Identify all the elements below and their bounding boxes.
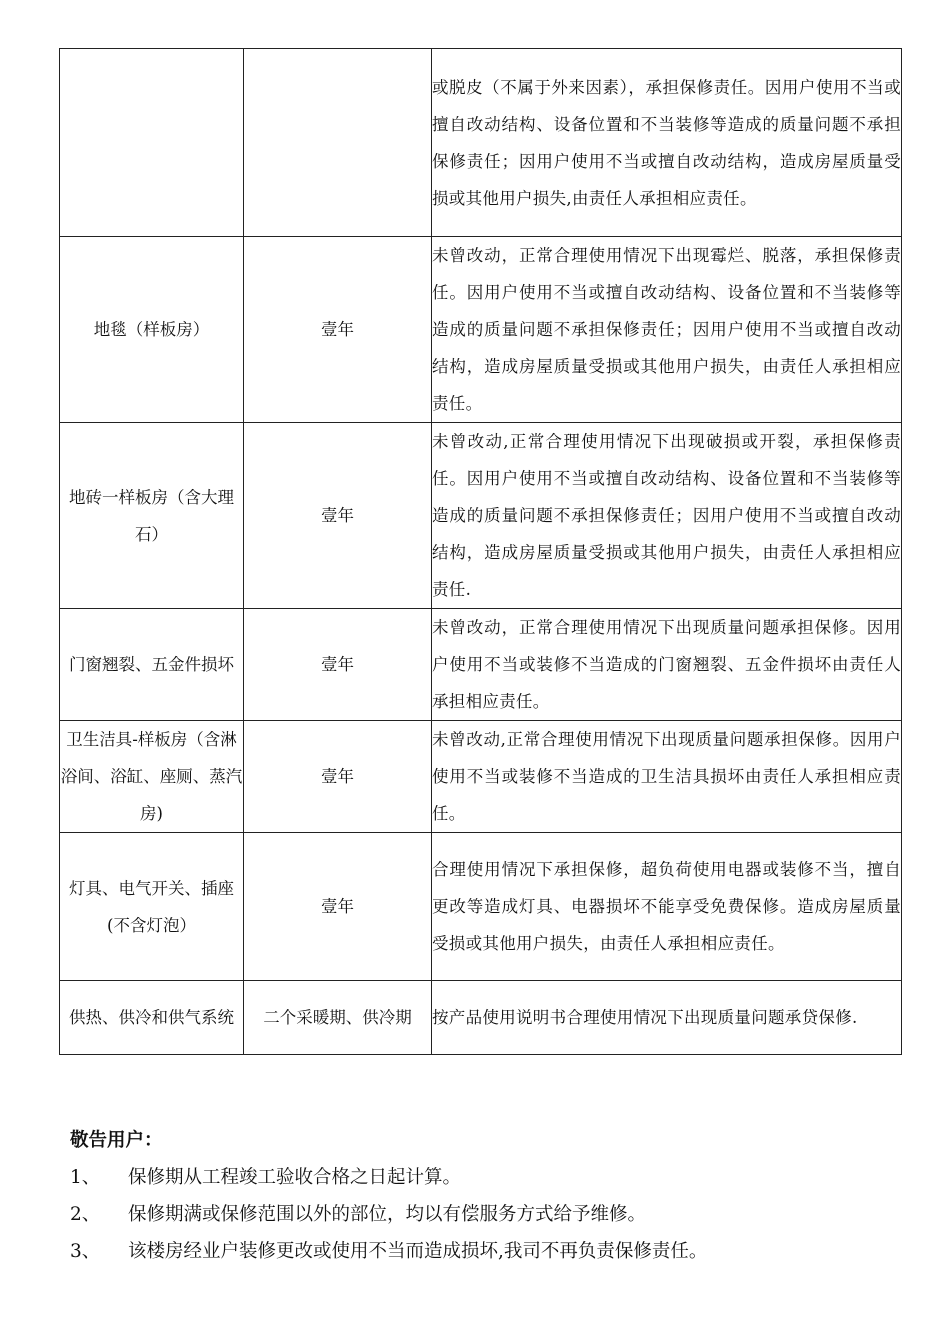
notice-number: 2、 <box>70 1204 101 1225</box>
item-cell: 门窗翘裂、五金件损坏 <box>60 609 244 721</box>
notice-text: 保修期从工程竣工验收合格之日起计算。 <box>128 1167 462 1188</box>
item-cell: 灯具、电气开关、插座(不含灯泡） <box>60 833 244 981</box>
item-cell: 地砖一样板房（含大理石） <box>60 423 244 609</box>
notice-text: 保修期满或保修范围以外的部位，均以有偿服务方式给予维修。 <box>128 1204 647 1225</box>
period-cell: 壹年 <box>244 423 432 609</box>
period-cell: 二个采暖期、供冷期 <box>244 981 432 1055</box>
description-cell: 合理使用情况下承担保修，超负荷使用电器或装修不当，擅自更改等造成灯具、电器损坏不能享受免费保修。造成房屋质量受损或其他用户损失，由责任人承担相应责任。 <box>432 833 902 981</box>
table-row <box>60 49 902 237</box>
notice-title: 敬告用户： <box>70 1130 163 1151</box>
table-row <box>60 833 902 981</box>
warranty-table <box>59 48 902 1055</box>
notice-number: 3、 <box>70 1241 101 1262</box>
item-cell: 地毯（样板房） <box>60 237 244 423</box>
notice-section <box>70 1122 900 1270</box>
period-cell: 壹年 <box>244 833 432 981</box>
table-row <box>60 609 902 721</box>
notice-item <box>70 1196 900 1233</box>
description-cell: 按产品使用说明书合理使用情况下出现质量问题承贷保修. <box>432 981 902 1055</box>
description-cell: 未曾改动，正常合理使用情况下出现质量问题承担保修。因用户使用不当或装修不当造成的门窗翘裂、五金件损坏由责任人承担相应责任。 <box>432 609 902 721</box>
period-cell: 壹年 <box>244 721 432 833</box>
period-cell: 壹年 <box>244 237 432 423</box>
description-cell: 未曾改动,正常合理使用情况下出现质量问题承担保修。因用户使用不当或装修不当造成的卫生洁具损坏由责任人承担相应责任。 <box>432 721 902 833</box>
period-cell <box>244 49 432 237</box>
notice-item <box>70 1159 900 1196</box>
description-cell: 未曾改动，正常合理使用情况下出现霉烂、脱落，承担保修责任。因用户使用不当或擅自改动结构、设备位置和不当装修等造成的质量问题不承担保修责任；因用户使用不当或擅自改动结构，造成房屋质量受损或其他用户损失，由责任人承担相应责任。 <box>432 237 902 423</box>
item-cell <box>60 49 244 237</box>
table-row <box>60 237 902 423</box>
item-cell: 卫生洁具-样板房（含淋浴间、浴缸、座厕、蒸汽房) <box>60 721 244 833</box>
notice-item <box>70 1233 900 1270</box>
table-row <box>60 981 902 1055</box>
notice-number: 1、 <box>70 1167 101 1188</box>
description-cell: 或脱皮（不属于外来因素），承担保修责任。因用户使用不当或擅自改动结构、设备位置和不当装修等造成的质量问题不承担保修责任；因用户使用不当或擅自改动结构，造成房屋质量受损或其他用户损失,由责任人承担相应责任。 <box>432 49 902 237</box>
description-cell: 未曾改动,正常合理使用情况下出现破损或开裂，承担保修责任。因用户使用不当或擅自改动结构、设备位置和不当装修等造成的质量问题不承担保修责任；因用户使用不当或擅自改动结构，造成房屋质量受损或其他用户损失，由责任人承担相应责任. <box>432 423 902 609</box>
notice-text: 该楼房经业户装修更改或使用不当而造成损坏,我司不再负责保修责任。 <box>128 1241 708 1262</box>
period-cell: 壹年 <box>244 609 432 721</box>
item-cell: 供热、供冷和供气系统 <box>60 981 244 1055</box>
table-row <box>60 721 902 833</box>
table-row <box>60 423 902 609</box>
